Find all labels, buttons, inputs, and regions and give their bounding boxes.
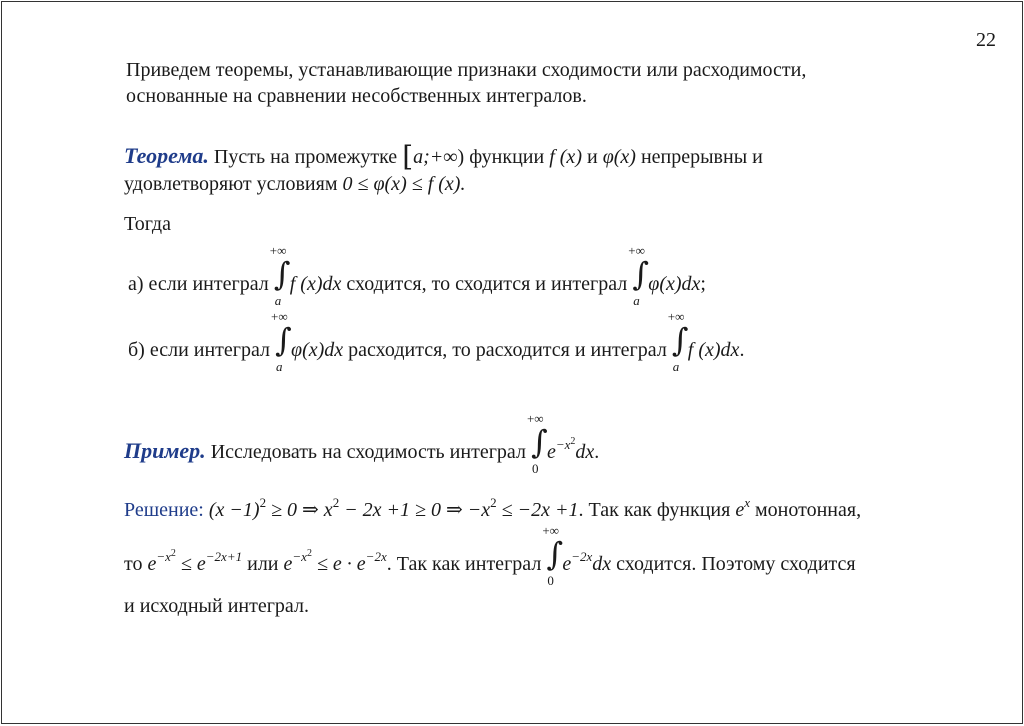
- solution-e3-square: 2: [306, 548, 312, 559]
- interval-body: a;+∞: [413, 146, 458, 168]
- integral-icon: ∫ +∞ a: [269, 243, 291, 308]
- integral-icon: ∫ +∞ 0: [526, 411, 548, 476]
- intro-line-2: основанные на сравнении несобственных интегралов.: [126, 85, 587, 107]
- solution-math-a: (x −1): [208, 499, 260, 521]
- solution-square-3: 2: [490, 495, 497, 510]
- integral-icon: ∫ +∞ 0: [542, 523, 563, 588]
- example-exponent: −x: [555, 437, 571, 452]
- integral-icon: ∫ +∞ a: [628, 243, 649, 308]
- case-b-integrand-1: φ(x)dx: [291, 339, 344, 361]
- lower-limit: a: [274, 293, 282, 308]
- solution-le: ≤ e: [175, 553, 206, 575]
- example-line: [124, 411, 600, 476]
- interval-open: [: [402, 140, 414, 173]
- case-b-prefix: б) если интеграл: [128, 339, 271, 361]
- upper-limit: +∞: [628, 243, 645, 258]
- f-of-x: f (x): [549, 146, 582, 168]
- solution-le-2: ≤ e · e: [311, 553, 366, 575]
- solution-int-dx: dx: [592, 553, 612, 575]
- solution-e3: e: [283, 553, 293, 575]
- phi-of-x: φ(x): [602, 146, 636, 168]
- solution-int-exp: −2x: [571, 549, 593, 564]
- case-a-prefix: а) если интеграл: [128, 273, 269, 295]
- solution-math-c: − 2x +1 ≥ 0 ⇒ −x: [339, 499, 491, 521]
- solution-ex-exp: x: [744, 495, 751, 510]
- solution-e1-square: 2: [170, 548, 176, 559]
- solution-text-2: . Так как интеграл: [386, 553, 542, 575]
- theorem-line-2: [124, 172, 465, 196]
- solution-line-2: [124, 523, 856, 588]
- theorem-text-b: функции: [469, 146, 545, 168]
- case-a-integrand-1: f (x)dx: [289, 273, 342, 295]
- interval-close: ): [457, 146, 465, 168]
- solution-math-d: ≤ −2x +1: [496, 499, 579, 521]
- upper-limit: +∞: [542, 523, 559, 538]
- theorem-text-d: удовлетворяют условиям: [124, 173, 338, 195]
- example-dx: dx: [575, 441, 595, 463]
- case-a-integrand-2: φ(x)dx: [648, 273, 701, 295]
- solution-e3-exp: −x: [292, 549, 307, 564]
- solution-e1-exp: −x: [156, 549, 171, 564]
- solution-square-1: 2: [259, 495, 267, 510]
- upper-limit: +∞: [271, 309, 288, 324]
- case-b-mid: расходится, то расходится и интеграл: [348, 339, 667, 361]
- lower-limit: a: [672, 359, 680, 374]
- case-a: [128, 243, 706, 308]
- example-end: .: [594, 441, 600, 463]
- theorem-text-c: непрерывны и: [640, 146, 763, 168]
- page-number: 22: [976, 29, 996, 51]
- theorem-text-a: Пусть на промежутке: [213, 146, 398, 168]
- solution-math-b: ≥ 0 ⇒ x: [266, 499, 333, 521]
- solution-square-2: 2: [332, 495, 340, 510]
- theorem-condition: 0 ≤ φ(x) ≤ f (x).: [342, 173, 466, 195]
- case-b-end: .: [739, 339, 745, 361]
- and-word: и: [586, 146, 598, 168]
- slide-page: [1, 1, 1023, 724]
- solution-e4-exp: −2x: [365, 549, 387, 564]
- intro-line-1: Приведем теоремы, устанавливающие признаки сходимости или расходимости,: [126, 59, 807, 81]
- lower-limit: 0: [531, 461, 539, 476]
- upper-limit: +∞: [667, 309, 685, 324]
- lower-limit: a: [633, 293, 640, 308]
- upper-limit: +∞: [526, 411, 544, 426]
- lower-limit: a: [276, 359, 283, 374]
- theorem-label: Теорема.: [124, 143, 209, 168]
- solution-int-base: e: [562, 553, 572, 575]
- solution-to: то: [124, 553, 143, 575]
- solution-or: или: [247, 553, 279, 575]
- case-b: [128, 309, 745, 374]
- solution-line-3: и исходный интеграл.: [124, 595, 309, 617]
- solution-text-1: . Так как функция: [578, 499, 731, 521]
- lower-limit: 0: [547, 573, 554, 588]
- example-integrand-base: e: [546, 441, 556, 463]
- case-b-integrand-2: f (x)dx: [687, 339, 740, 361]
- then-word: Тогда: [124, 213, 171, 235]
- solution-text-1-end: монотонная,: [755, 499, 862, 521]
- integral-icon: ∫ +∞ a: [667, 309, 689, 374]
- case-a-end: ;: [700, 273, 706, 295]
- upper-limit: +∞: [269, 243, 287, 258]
- example-exponent-square: 2: [570, 436, 576, 447]
- solution-e1: e: [147, 553, 157, 575]
- solution-label: Решение:: [124, 499, 204, 521]
- solution-e2-exp: −2x+1: [205, 549, 243, 564]
- solution-line-1: [124, 495, 862, 524]
- solution-ex-base: e: [735, 499, 745, 521]
- case-a-mid: сходится, то сходится и интеграл: [346, 273, 628, 295]
- theorem-line-1: [124, 140, 763, 173]
- integral-icon: ∫ +∞ a: [271, 309, 292, 374]
- example-text: Исследовать на сходимость интеграл: [210, 441, 526, 463]
- solution-text-2-end: сходится. Поэтому сходится: [616, 553, 856, 575]
- example-label: Пример.: [124, 438, 206, 463]
